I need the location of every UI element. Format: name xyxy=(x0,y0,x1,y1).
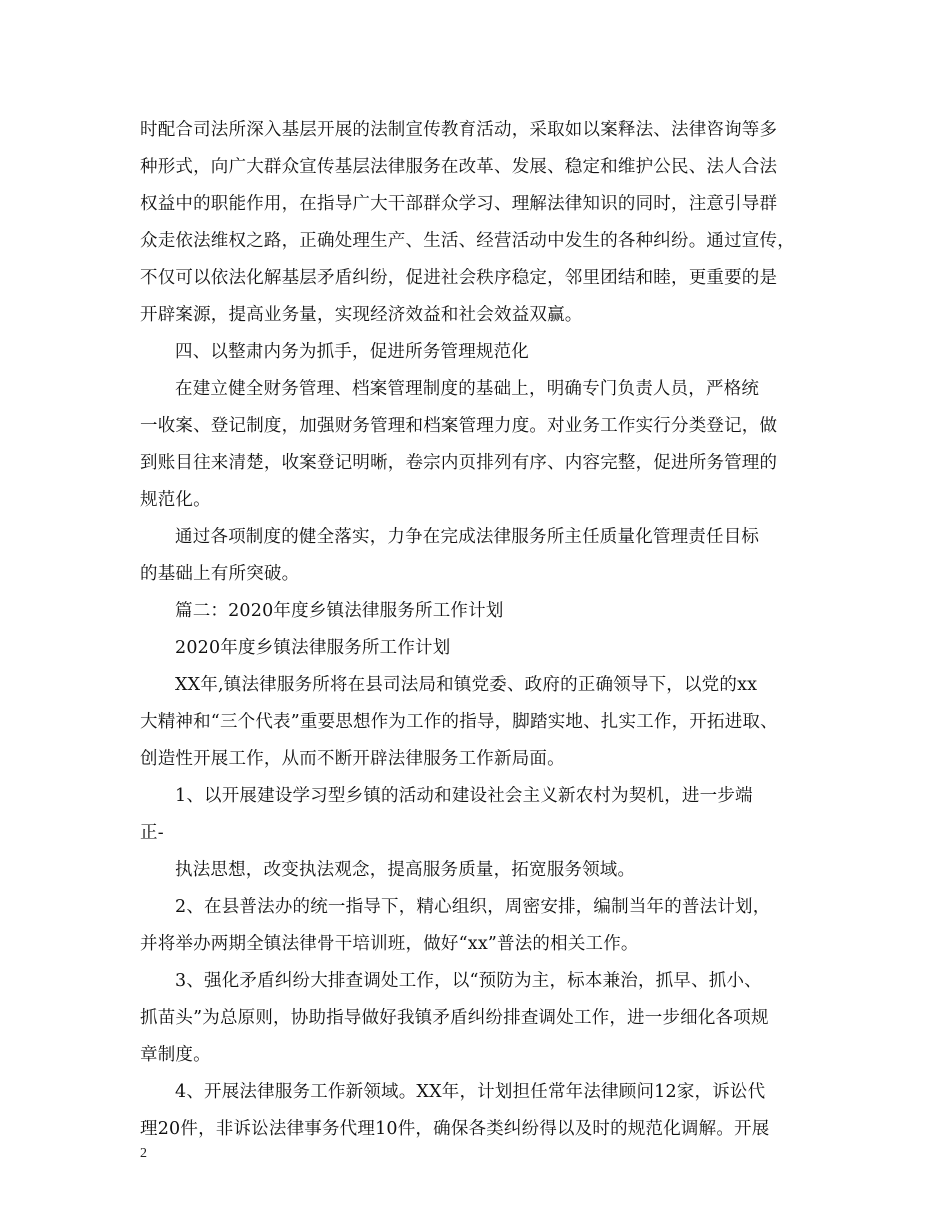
text-line: 开辟案源，提高业务量，实现经济效益和社会效益双赢。 xyxy=(140,305,583,325)
text-line: 的基础上有所突破。 xyxy=(140,564,300,584)
page-number: 2 xyxy=(140,1146,147,1161)
text-line: 抓苗头”为总原则，协助指导做好我镇矛盾纠纷排查调处工作，进一步细化各项规 xyxy=(140,1008,769,1028)
text-line: 1、以开展建设学习型乡镇的活动和建设社会主义新农村为契机，进一步端 xyxy=(175,786,753,806)
text-line: 种形式，向广大群众宣传基层法律服务在改革、发展、稳定和维护公民、法人合法 xyxy=(140,157,778,177)
text-line: 大精神和“三个代表”重要思想作为工作的指导，脚踏实地、扎实工作，开拓进取、 xyxy=(140,712,778,732)
text-line: 并将举办两期全镇法律骨干培训班，做好“xx”普法的相关工作。 xyxy=(140,934,639,954)
section-heading: 四、以整肃内务为抓手，促进所务管理规范化 xyxy=(175,342,529,362)
text-line: 创造性开展工作，从而不断开辟法律服务工作新局面。 xyxy=(140,749,565,769)
document-title: 2020年度乡镇法律服务所工作计划 xyxy=(175,638,451,658)
document-body xyxy=(140,112,830,1148)
text-line: 众走依法维权之路，正确处理生产、生活、经营活动中发生的各种纠纷。通过宣传， xyxy=(140,231,795,251)
text-line: 理20件，非诉讼法律事务代理10件，确保各类纠纷得以及时的规范化调解。开展 xyxy=(140,1119,770,1139)
text-line: 执法思想，改变执法观念，提高服务质量，拓宽服务领域。 xyxy=(175,860,636,880)
text-line: 一收案、登记制度，加强财务管理和档案管理力度。对业务工作实行分类登记，做 xyxy=(140,416,778,436)
text-line: 4、开展法律服务工作新领域。XX年，计划担任常年法律顾问12家，诉讼代 xyxy=(175,1082,766,1102)
text-line: 权益中的职能作用，在指导广大干部群众学习、理解法律知识的同时，注意引导群 xyxy=(140,194,778,214)
text-line: 3、强化矛盾纠纷大排查调处工作，以“预防为主，标本兼治，抓早、抓小、 xyxy=(175,971,762,991)
text-line: 不仅可以依法化解基层矛盾纠纷，促进社会秩序稳定，邻里团结和睦，更重要的是 xyxy=(140,268,778,288)
text-line: 在建立健全财务管理、档案管理制度的基础上，明确专门负责人员，严格统 xyxy=(175,379,760,399)
text-line: 2、在县普法办的统一指导下，精心组织，周密安排，编制当年的普法计划， xyxy=(175,897,771,917)
text-line: 章制度。 xyxy=(140,1045,211,1065)
text-line: XX年,镇法律服务所将在县司法局和镇党委、政府的正确领导下，以党的xx xyxy=(175,675,758,695)
part-heading: 篇二：2020年度乡镇法律服务所工作计划 xyxy=(175,601,504,621)
text-line: 正- xyxy=(140,823,164,843)
text-line: 规范化。 xyxy=(140,490,211,510)
text-line: 到账目往来清楚，收案登记明晰，卷宗内页排列有序、内容完整，促进所务管理的 xyxy=(140,453,778,473)
text-line: 通过各项制度的健全落实，力争在完成法律服务所主任质量化管理责任目标 xyxy=(175,527,760,547)
text-line: 时配合司法所深入基层开展的法制宣传教育活动，采取如以案释法、法律咨询等多 xyxy=(140,120,778,140)
